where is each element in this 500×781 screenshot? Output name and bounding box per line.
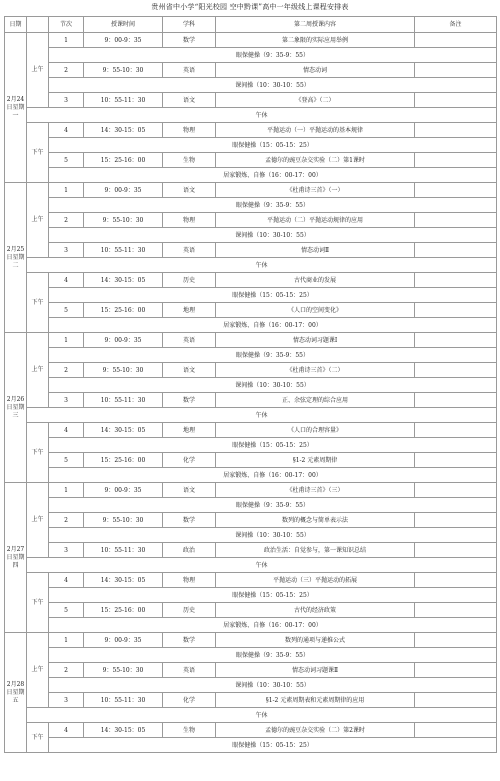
schedule-table (4, 16, 497, 753)
table-row (5, 513, 497, 528)
remark-cell (415, 303, 497, 318)
pm-label: 下午 (27, 723, 49, 753)
table-row (5, 588, 497, 603)
period-cell: 5 (49, 153, 84, 168)
time-cell: 15：25-16：00 (84, 603, 163, 618)
remark-cell (415, 483, 497, 498)
noon-break-row: 午休 (27, 108, 497, 123)
remark-cell (415, 693, 497, 708)
content-cell: 孟德尔的豌豆杂交实验（二）第2课时 (216, 723, 415, 738)
subject-cell: 历史 (163, 603, 216, 618)
table-row (5, 483, 497, 498)
table-row (5, 228, 497, 243)
subject-cell: 英语 (163, 663, 216, 678)
break-row: 眼保健操（15：05-15：25） (49, 288, 497, 303)
table-row (5, 558, 497, 573)
table-row (5, 258, 497, 273)
header-subject: 学科 (163, 17, 216, 33)
subject-cell: 化学 (163, 453, 216, 468)
period-cell: 5 (49, 453, 84, 468)
table-row (5, 198, 497, 213)
table-row (5, 378, 497, 393)
period-cell: 4 (49, 573, 84, 588)
table-row (5, 708, 497, 723)
break-row: 眼保健操（9：35-9：55） (49, 498, 497, 513)
break-row: 眼保健操（9：35-9：55） (49, 48, 497, 63)
remark-cell (415, 93, 497, 108)
content-cell: 孟德尔的豌豆杂交实验（二）第1课时 (216, 153, 415, 168)
schedule-body (5, 33, 497, 753)
break-row: 课间操（10：30-10：55） (49, 528, 497, 543)
subject-cell: 语文 (163, 483, 216, 498)
table-row (5, 123, 497, 138)
subject-cell: 英语 (163, 333, 216, 348)
subject-cell: 英语 (163, 243, 216, 258)
period-cell: 2 (49, 213, 84, 228)
period-cell: 5 (49, 303, 84, 318)
time-cell: 14：30-15：05 (84, 423, 163, 438)
remark-cell (415, 573, 497, 588)
table-row (5, 723, 497, 738)
break-row: 居家锻炼、自修（16：00-17：00） (49, 618, 497, 633)
pm-label: 下午 (27, 273, 49, 333)
content-cell: 平抛运动（二）平抛运动规律的应用 (216, 213, 415, 228)
table-row (5, 438, 497, 453)
content-cell: 正、余弦定理的综合应用 (216, 393, 415, 408)
period-cell: 4 (49, 273, 84, 288)
table-row (5, 663, 497, 678)
period-cell: 1 (49, 33, 84, 48)
table-row (5, 108, 497, 123)
content-cell: 《人口的合理容量》 (216, 423, 415, 438)
content-cell: §1-2 元素周期律 (216, 453, 415, 468)
table-row (5, 678, 497, 693)
noon-break-row: 午休 (27, 708, 497, 723)
header-date: 日期 (5, 17, 27, 33)
period-cell: 1 (49, 183, 84, 198)
time-cell: 14：30-15：05 (84, 723, 163, 738)
noon-break-row: 午休 (27, 408, 497, 423)
time-cell: 9：55-10：30 (84, 213, 163, 228)
remark-cell (415, 633, 497, 648)
remark-cell (415, 123, 497, 138)
subject-cell: 地理 (163, 303, 216, 318)
time-cell: 15：25-16：00 (84, 153, 163, 168)
content-cell: 古代商业的发展 (216, 273, 415, 288)
content-cell: 古代的经济政策 (216, 603, 415, 618)
time-cell: 9：55-10：30 (84, 63, 163, 78)
am-label: 上午 (27, 183, 49, 258)
date-cell: 2月24日星期一 (5, 33, 27, 183)
table-row (5, 618, 497, 633)
period-cell: 4 (49, 423, 84, 438)
table-row (5, 333, 497, 348)
time-cell: 9：00-9：35 (84, 183, 163, 198)
pm-label: 下午 (27, 573, 49, 633)
table-row (5, 408, 497, 423)
remark-cell (415, 213, 497, 228)
break-row: 眼保健操（9：35-9：55） (49, 198, 497, 213)
subject-cell: 语文 (163, 93, 216, 108)
subject-cell: 语文 (163, 183, 216, 198)
content-cell: 平抛运动（三）平抛运动的拓展 (216, 573, 415, 588)
time-cell: 10：55-11：30 (84, 243, 163, 258)
content-cell: 数列的通项与递推公式 (216, 633, 415, 648)
table-row (5, 48, 497, 63)
subject-cell: 历史 (163, 273, 216, 288)
remark-cell (415, 663, 497, 678)
remark-cell (415, 393, 497, 408)
table-row (5, 423, 497, 438)
period-cell: 1 (49, 633, 84, 648)
time-cell: 9：00-9：35 (84, 333, 163, 348)
table-row (5, 303, 497, 318)
remark-cell (415, 453, 497, 468)
time-cell: 14：30-15：05 (84, 123, 163, 138)
table-row (5, 348, 497, 363)
time-cell: 9：55-10：30 (84, 513, 163, 528)
table-row (5, 738, 497, 753)
subject-cell: 生物 (163, 723, 216, 738)
period-cell: 4 (49, 723, 84, 738)
table-row (5, 93, 497, 108)
time-cell: 9：00-9：35 (84, 483, 163, 498)
content-cell: 情态动词 (216, 63, 415, 78)
content-cell: 情态动词习题课Ⅰ (216, 333, 415, 348)
time-cell: 14：30-15：05 (84, 273, 163, 288)
remark-cell (415, 363, 497, 378)
subject-cell: 数学 (163, 633, 216, 648)
time-cell: 9：00-9：35 (84, 633, 163, 648)
time-cell: 10：55-11：30 (84, 93, 163, 108)
break-row: 眼保健操（9：35-9：55） (49, 348, 497, 363)
table-row (5, 183, 497, 198)
period-cell: 1 (49, 333, 84, 348)
time-cell: 10：55-11：30 (84, 543, 163, 558)
table-row (5, 213, 497, 228)
header-content: 第二周授课内容 (216, 17, 415, 33)
subject-cell: 生物 (163, 153, 216, 168)
am-label: 上午 (27, 33, 49, 108)
am-label: 上午 (27, 483, 49, 558)
period-cell: 2 (49, 663, 84, 678)
subject-cell: 政治 (163, 543, 216, 558)
period-cell: 2 (49, 363, 84, 378)
table-row (5, 468, 497, 483)
table-row (5, 393, 497, 408)
time-cell: 14：30-15：05 (84, 573, 163, 588)
header-row (5, 17, 497, 33)
content-cell: 情态动词Ⅱ (216, 243, 415, 258)
schedule-title: 贵州省中小学“阳光校园 空中黔课”高中一年级线上课程安排表 (151, 3, 349, 11)
content-cell: 《人口的空间变化》 (216, 303, 415, 318)
table-row (5, 603, 497, 618)
remark-cell (415, 603, 497, 618)
table-row (5, 33, 497, 48)
am-label: 上午 (27, 633, 49, 708)
time-cell: 10：55-11：30 (84, 693, 163, 708)
content-cell: 情态动词习题课Ⅱ (216, 663, 415, 678)
remark-cell (415, 273, 497, 288)
table-row (5, 78, 497, 93)
remark-cell (415, 153, 497, 168)
date-cell: 2月28日星期五 (5, 633, 27, 753)
time-cell: 10：55-11：30 (84, 393, 163, 408)
subject-cell: 数学 (163, 393, 216, 408)
table-row (5, 168, 497, 183)
header-period: 节次 (49, 17, 84, 33)
content-cell: 政治生活：自觉参与，第一课知识总结 (216, 543, 415, 558)
table-row (5, 273, 497, 288)
break-row: 课间操（10：30-10：55） (49, 78, 497, 93)
table-row (5, 693, 497, 708)
subject-cell: 语文 (163, 363, 216, 378)
noon-break-row: 午休 (27, 258, 497, 273)
remark-cell (415, 333, 497, 348)
break-row: 眼保健操（15：05-15：25） (49, 738, 497, 753)
remark-cell (415, 183, 497, 198)
pm-label: 下午 (27, 123, 49, 183)
period-cell: 2 (49, 63, 84, 78)
period-cell: 3 (49, 243, 84, 258)
table-row (5, 543, 497, 558)
period-cell: 5 (49, 603, 84, 618)
break-row: 眼保健操（15：05-15：25） (49, 438, 497, 453)
break-row: 眼保健操（15：05-15：25） (49, 588, 497, 603)
time-cell: 15：25-16：00 (84, 303, 163, 318)
table-row (5, 573, 497, 588)
content-cell: 《杜甫诗三首》（二） (216, 363, 415, 378)
subject-cell: 数学 (163, 513, 216, 528)
period-cell: 2 (49, 513, 84, 528)
header-time: 授课时间 (84, 17, 163, 33)
break-row: 居家锻炼、自修（16：00-17：00） (49, 168, 497, 183)
period-cell: 3 (49, 543, 84, 558)
break-row: 课间操（10：30-10：55） (49, 378, 497, 393)
period-cell: 3 (49, 393, 84, 408)
noon-break-row: 午休 (27, 558, 497, 573)
break-row: 眼保健操（15：05-15：25） (49, 138, 497, 153)
remark-cell (415, 33, 497, 48)
content-cell: 第二象限的实际应用举例 (216, 33, 415, 48)
content-cell: §1-2 元素周期表和元素周期律的应用 (216, 693, 415, 708)
table-row (5, 153, 497, 168)
date-cell: 2月26日星期三 (5, 333, 27, 483)
subject-cell: 物理 (163, 123, 216, 138)
table-row (5, 633, 497, 648)
table-row (5, 498, 497, 513)
subject-cell: 物理 (163, 573, 216, 588)
remark-cell (415, 723, 497, 738)
content-cell: 《登高》（二） (216, 93, 415, 108)
subject-cell: 数学 (163, 33, 216, 48)
time-cell: 15：25-16：00 (84, 453, 163, 468)
remark-cell (415, 243, 497, 258)
content-cell: 《杜甫诗三首》（三） (216, 483, 415, 498)
period-cell: 4 (49, 123, 84, 138)
break-row: 居家锻炼、自修（16：00-17：00） (49, 468, 497, 483)
content-cell: 《杜甫诗三首》（一） (216, 183, 415, 198)
date-cell: 2月27日星期四 (5, 483, 27, 633)
period-cell: 3 (49, 693, 84, 708)
table-row (5, 243, 497, 258)
table-row (5, 363, 497, 378)
subject-cell: 地理 (163, 423, 216, 438)
table-row (5, 288, 497, 303)
subject-cell: 物理 (163, 213, 216, 228)
time-cell: 9：55-10：30 (84, 663, 163, 678)
time-cell: 9：00-9：35 (84, 33, 163, 48)
subject-cell: 化学 (163, 693, 216, 708)
table-row (5, 453, 497, 468)
am-label: 上午 (27, 333, 49, 408)
content-cell: 数列的概念与简单表示法 (216, 513, 415, 528)
content-cell: 平抛运动（一）平抛运动的基本规律 (216, 123, 415, 138)
period-cell: 3 (49, 93, 84, 108)
date-cell: 2月25日星期二 (5, 183, 27, 333)
remark-cell (415, 543, 497, 558)
table-row (5, 318, 497, 333)
remark-cell (415, 423, 497, 438)
pm-label: 下午 (27, 423, 49, 483)
time-cell: 9：55-10：30 (84, 363, 163, 378)
break-row: 课间操（10：30-10：55） (49, 228, 497, 243)
table-row (5, 648, 497, 663)
header-remark: 备注 (415, 17, 497, 33)
break-row: 居家锻炼、自修（16：00-17：00） (49, 318, 497, 333)
table-row (5, 138, 497, 153)
table-row (5, 63, 497, 78)
subject-cell: 英语 (163, 63, 216, 78)
remark-cell (415, 513, 497, 528)
break-row: 眼保健操（9：35-9：55） (49, 648, 497, 663)
break-row: 课间操（10：30-10：55） (49, 678, 497, 693)
period-cell: 1 (49, 483, 84, 498)
header-half (27, 17, 49, 33)
table-row (5, 528, 497, 543)
remark-cell (415, 63, 497, 78)
